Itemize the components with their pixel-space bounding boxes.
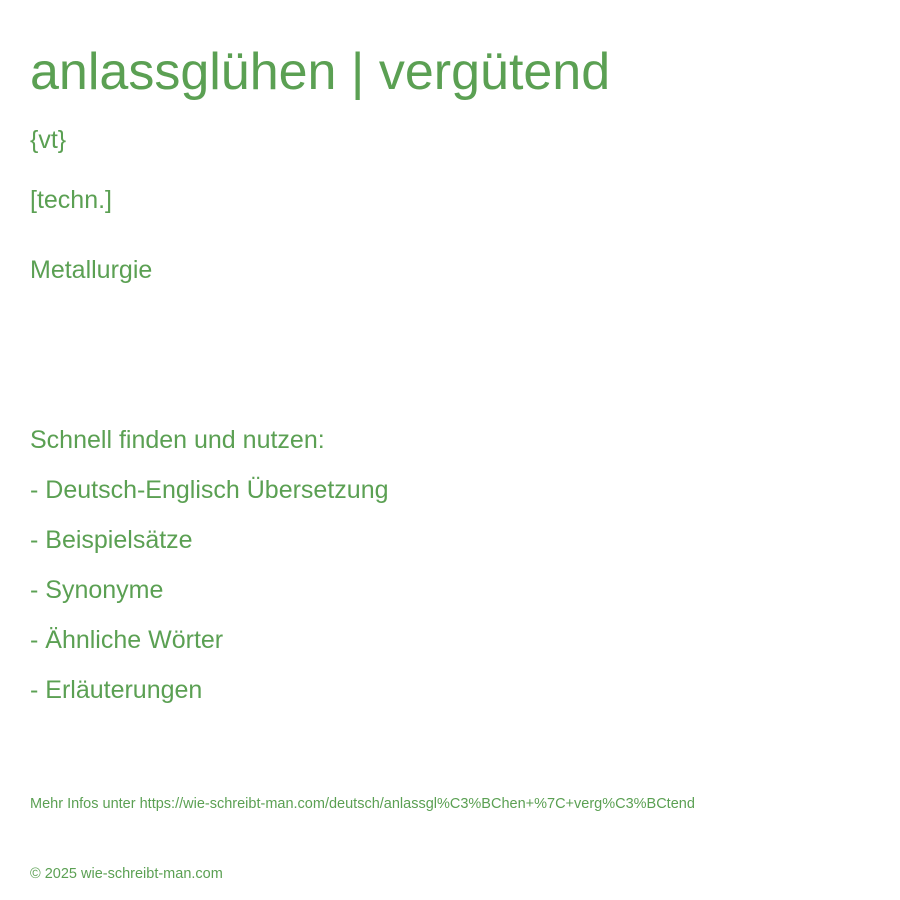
field-label: Metallurgie [30, 256, 153, 284]
quick-access-item-similar-words: - Ähnliche Wörter [30, 626, 224, 654]
quick-access-item-explanations: - Erläuterungen [30, 676, 203, 704]
grammar-tag: {vt} [30, 126, 67, 154]
more-info-link: Mehr Infos unter https://wie-schreibt-man.com/deutsch/anlassgl%C3%BChen+%7C+verg%C3%BCtend [30, 796, 695, 812]
page-title: anlassglühen | vergütend [30, 43, 611, 101]
domain-tag: [techn.] [30, 186, 112, 214]
page-content [30, 0, 870, 900]
quick-access-item-examples: - Beispielsätze [30, 526, 193, 554]
quick-access-list [30, 474, 389, 724]
quick-access-item-synonyms: - Synonyme [30, 576, 164, 604]
quick-access-heading: Schnell finden und nutzen: [30, 426, 325, 454]
quick-access-item-translation: - Deutsch-Englisch Übersetzung [30, 476, 389, 504]
copyright-notice: © 2025 wie-schreibt-man.com [30, 866, 223, 882]
